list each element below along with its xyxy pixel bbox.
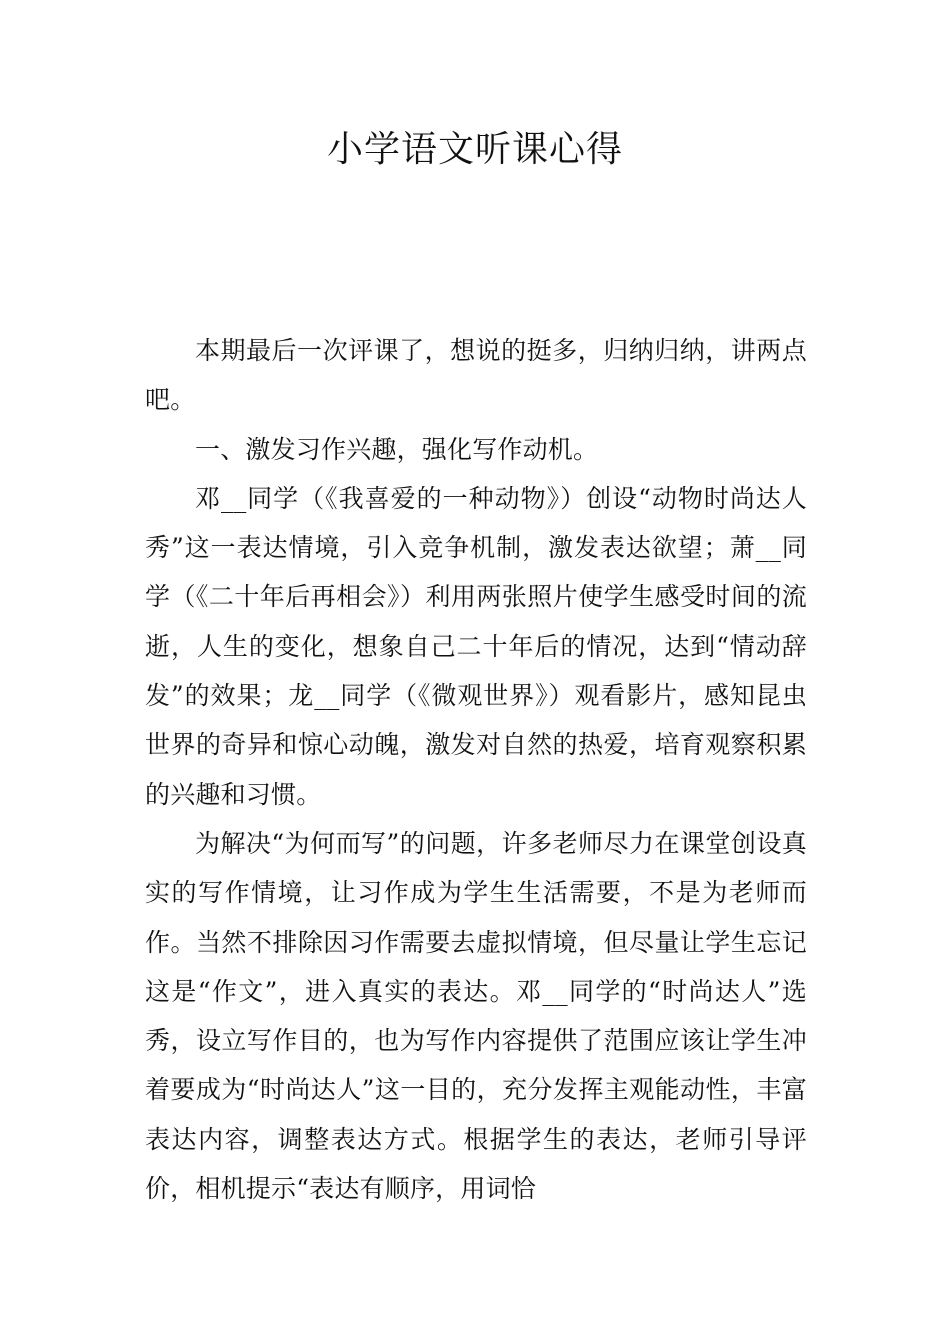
paragraph-analysis: 为解决“为何而写”的问题，许多老师尽力在课堂创设真实的写作情境，让习作成为学生生活需要，不是为老师而作。当然不排除因习作需要去虚拟情境，但尽量让学生忘记这是“作文”，进入真实的表达。邓__同学的“时尚达人”选秀，设立写作目的，也为写作内容提供了范围应该让学生冲着要成为“时尚达人”这一目的，充分发挥主观能动性，丰富表达内容，调整表达方式。根据学生的表达，老师引导评价，相机提示“表达有顺序，用词恰: [145, 828, 807, 1204]
section-heading-1: 一、激发习作兴趣，强化写作动机。: [195, 434, 599, 464]
document-body: [145, 326, 807, 1213]
paragraph-examples: 邓__同学（《我喜爱的一种动物》）创设“动物时尚达人秀”这一表达情境，引入竞争机制，激发表达欲望；萧__同学（《二十年后再相会》）利用两张照片使学生感受时间的流逝，人生的变化，想象自己二十年后的情况，达到“情动辞发”的效果；龙__同学（《微观世界》）观看影片，感知昆虫世界的奇异和惊心动魄，激发对自然的热爱，培育观察积累的兴趣和习惯。: [145, 483, 807, 809]
document-title: 小学语文听课心得: [326, 129, 623, 170]
paragraph-intro: 本期最后一次评课了，想说的挺多，归纳归纳，讲两点吧。: [145, 336, 807, 415]
